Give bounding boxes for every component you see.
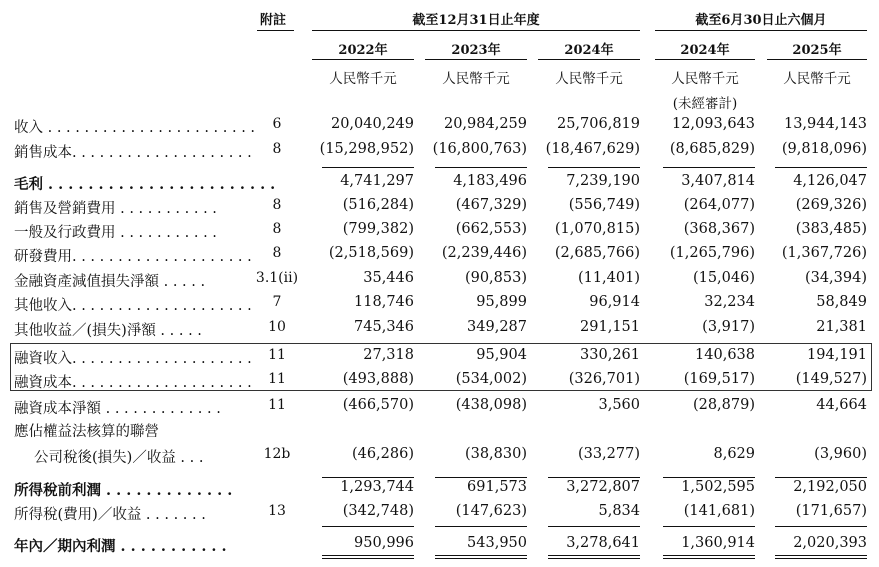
row-label: 其他收益／(損失)淨額 . . . . . xyxy=(14,323,202,339)
row-label: 融資成本淨額 . . . . . . . . . . . . . xyxy=(14,401,221,417)
year-rule xyxy=(312,59,414,60)
row-value: 96,914 xyxy=(589,294,640,310)
row-label: 所得稅(費用)／收益 . . . . . . . xyxy=(14,507,206,523)
row-value: (171,657) xyxy=(795,503,867,519)
row-value: 2,192,050 xyxy=(793,479,867,495)
row-value: (90,853) xyxy=(464,270,527,286)
row-value: (2,518,569) xyxy=(328,245,414,261)
row-value: 13,944,143 xyxy=(783,116,867,132)
row-value: (147,623) xyxy=(455,503,527,519)
year-header: 2023年 xyxy=(451,43,501,58)
row-value: (33,277) xyxy=(577,446,640,462)
row-label: 毛利 . . . . . . . . . . . . . . . . . . . . . . . xyxy=(14,176,276,193)
row-value: (1,070,815) xyxy=(554,221,640,237)
row-value: (15,298,952) xyxy=(319,141,414,157)
row-value: 1,360,914 xyxy=(681,535,755,551)
row-value: 44,664 xyxy=(816,397,867,413)
row-value: 3,560 xyxy=(598,397,640,413)
year-rule xyxy=(538,59,640,60)
row-value: 3,278,641 xyxy=(566,535,640,551)
row-note: 6 xyxy=(272,116,282,132)
row-value: (141,681) xyxy=(683,503,755,519)
total-double-rule xyxy=(775,558,867,559)
row-value: 745,346 xyxy=(354,319,414,335)
row-value: 3,407,814 xyxy=(681,173,755,189)
row-value: (383,485) xyxy=(795,221,867,237)
row-value: (466,570) xyxy=(342,397,414,413)
subtotal-rule xyxy=(663,477,755,478)
subtotal-rule xyxy=(322,477,414,478)
subtotal-rule xyxy=(775,167,867,168)
unit-label: 人民幣千元 xyxy=(329,71,397,87)
row-value: 1,502,595 xyxy=(681,479,755,495)
row-note: 8 xyxy=(272,245,282,261)
unit-label: 人民幣千元 xyxy=(783,71,851,87)
note-column-header: 附註 xyxy=(260,13,287,28)
unit-label: 人民幣千元 xyxy=(555,71,623,87)
unaudited-label: (未經審計) xyxy=(672,96,738,112)
fiscal-year-group-header: 截至12月31日止年度 xyxy=(412,13,540,28)
subtotal-rule xyxy=(663,167,755,168)
row-note: 12b xyxy=(263,446,291,462)
year-header: 2024年 xyxy=(680,43,730,58)
total-double-rule xyxy=(435,558,527,559)
row-value: (149,527) xyxy=(795,371,867,387)
row-value: (15,046) xyxy=(692,270,755,286)
row-value: 691,573 xyxy=(467,479,527,495)
row-value: 25,706,819 xyxy=(556,116,640,132)
total-double-rule xyxy=(663,558,755,559)
row-value: (9,818,096) xyxy=(781,141,867,157)
year-header: 2024年 xyxy=(564,43,614,58)
row-value: (2,239,446) xyxy=(441,245,527,261)
row-note: 8 xyxy=(272,221,282,237)
subtotal-rule xyxy=(775,526,867,527)
row-value: 291,151 xyxy=(580,319,640,335)
row-value: (269,326) xyxy=(795,197,867,213)
row-value: 4,126,047 xyxy=(793,173,867,189)
row-value: 12,093,643 xyxy=(671,116,755,132)
row-label: 年內／期內利潤 . . . . . . . . . . . xyxy=(14,538,227,555)
subtotal-rule xyxy=(548,477,640,478)
total-double-rule xyxy=(322,558,414,559)
row-value: (467,329) xyxy=(455,197,527,213)
row-label: 所得稅前利潤 . . . . . . . . . . . . . xyxy=(14,482,233,499)
subtotal-rule xyxy=(548,167,640,168)
row-label: 應佔權益法核算的聯營 xyxy=(14,424,159,440)
row-value: (662,553) xyxy=(455,221,527,237)
row-value: 58,849 xyxy=(816,294,867,310)
year-rule xyxy=(425,59,527,60)
row-value: (3,917) xyxy=(702,319,755,335)
unit-label: 人民幣千元 xyxy=(671,71,739,87)
row-value: 194,191 xyxy=(807,347,867,363)
row-label: 收入 . . . . . . . . . . . . . . . . . . . . . . . xyxy=(14,120,256,136)
subtotal-rule xyxy=(775,477,867,478)
row-value: 4,741,297 xyxy=(340,173,414,189)
row-label: 金融資產減值損失淨額 . . . . . xyxy=(14,274,206,290)
row-value: 21,381 xyxy=(816,319,867,335)
row-value: 95,904 xyxy=(476,347,527,363)
row-note: 11 xyxy=(268,371,286,387)
row-label: 融資收入. . . . . . . . . . . . . . . . . . . . xyxy=(14,351,252,367)
row-value: (326,701) xyxy=(568,371,640,387)
row-value: (38,830) xyxy=(464,446,527,462)
total-double-rule xyxy=(322,555,414,556)
row-value: 118,746 xyxy=(354,294,414,310)
row-value: 4,183,496 xyxy=(453,173,527,189)
row-value: 543,950 xyxy=(467,535,527,551)
total-double-rule xyxy=(775,555,867,556)
row-value: (493,888) xyxy=(342,371,414,387)
row-value: (28,879) xyxy=(692,397,755,413)
subtotal-rule xyxy=(435,477,527,478)
row-note: 3.1(ii) xyxy=(255,270,299,286)
year-rule xyxy=(655,59,755,60)
row-value: (46,286) xyxy=(351,446,414,462)
row-label: 一般及行政費用 . . . . . . . . . . . xyxy=(14,225,217,241)
row-value: (2,685,766) xyxy=(554,245,640,261)
year-rule xyxy=(767,59,867,60)
subtotal-rule xyxy=(663,526,755,527)
row-label: 公司稅後(損失)／收益 . . . xyxy=(34,450,204,466)
row-value: (438,098) xyxy=(455,397,527,413)
row-label: 其他收入. . . . . . . . . . . . . . . . . . . . xyxy=(14,298,252,314)
subtotal-rule xyxy=(435,167,527,168)
note-header-rule xyxy=(257,30,294,31)
row-label: 研發費用. . . . . . . . . . . . . . . . . . . . xyxy=(14,249,252,265)
row-value: (169,517) xyxy=(683,371,755,387)
subtotal-rule xyxy=(435,526,527,527)
row-value: 3,272,807 xyxy=(566,479,640,495)
total-double-rule xyxy=(548,558,640,559)
row-value: (34,394) xyxy=(804,270,867,286)
row-value: (368,367) xyxy=(683,221,755,237)
row-value: (799,382) xyxy=(342,221,414,237)
row-value: (264,077) xyxy=(683,197,755,213)
unit-label: 人民幣千元 xyxy=(442,71,510,87)
six-months-group-rule xyxy=(655,30,867,31)
total-double-rule xyxy=(435,555,527,556)
row-value: 32,234 xyxy=(704,294,755,310)
fiscal-year-group-rule xyxy=(312,30,640,31)
row-note: 13 xyxy=(268,503,286,519)
row-label: 融資成本. . . . . . . . . . . . . . . . . . . . xyxy=(14,375,252,391)
row-value: (516,284) xyxy=(342,197,414,213)
row-note: 8 xyxy=(272,141,282,157)
row-label: 銷售成本. . . . . . . . . . . . . . . . . . . . xyxy=(14,145,252,161)
row-value: 5,834 xyxy=(598,503,640,519)
row-value: 950,996 xyxy=(354,535,414,551)
row-value: 349,287 xyxy=(467,319,527,335)
row-value: (18,467,629) xyxy=(545,141,640,157)
row-value: (1,367,726) xyxy=(781,245,867,261)
year-header: 2022年 xyxy=(338,43,388,58)
row-value: 8,629 xyxy=(713,446,755,462)
row-note: 11 xyxy=(268,397,286,413)
row-value: 140,638 xyxy=(695,347,755,363)
row-value: 27,318 xyxy=(363,347,414,363)
total-double-rule xyxy=(548,555,640,556)
row-value: 20,984,259 xyxy=(443,116,527,132)
row-value: 35,446 xyxy=(363,270,414,286)
row-value: 20,040,249 xyxy=(330,116,414,132)
year-header: 2025年 xyxy=(792,43,842,58)
row-note: 7 xyxy=(272,294,282,310)
row-note: 11 xyxy=(268,347,286,363)
row-note: 8 xyxy=(272,197,282,213)
subtotal-rule xyxy=(322,526,414,527)
row-value: (3,960) xyxy=(814,446,867,462)
row-value: (534,002) xyxy=(455,371,527,387)
subtotal-rule xyxy=(322,167,414,168)
row-value: 2,020,393 xyxy=(793,535,867,551)
row-value: 1,293,744 xyxy=(340,479,414,495)
row-value: 95,899 xyxy=(476,294,527,310)
row-value: (1,265,796) xyxy=(669,245,755,261)
row-note: 10 xyxy=(268,319,286,335)
row-value: 330,261 xyxy=(580,347,640,363)
row-value: 7,239,190 xyxy=(566,173,640,189)
six-months-group-header: 截至6月30日止六個月 xyxy=(695,13,827,28)
row-value: (556,749) xyxy=(568,197,640,213)
row-label: 銷售及營銷費用 . . . . . . . . . . . xyxy=(14,201,217,217)
row-value: (342,748) xyxy=(342,503,414,519)
row-value: (8,685,829) xyxy=(669,141,755,157)
total-double-rule xyxy=(663,555,755,556)
row-value: (16,800,763) xyxy=(432,141,527,157)
row-value: (11,401) xyxy=(577,270,640,286)
subtotal-rule xyxy=(548,526,640,527)
